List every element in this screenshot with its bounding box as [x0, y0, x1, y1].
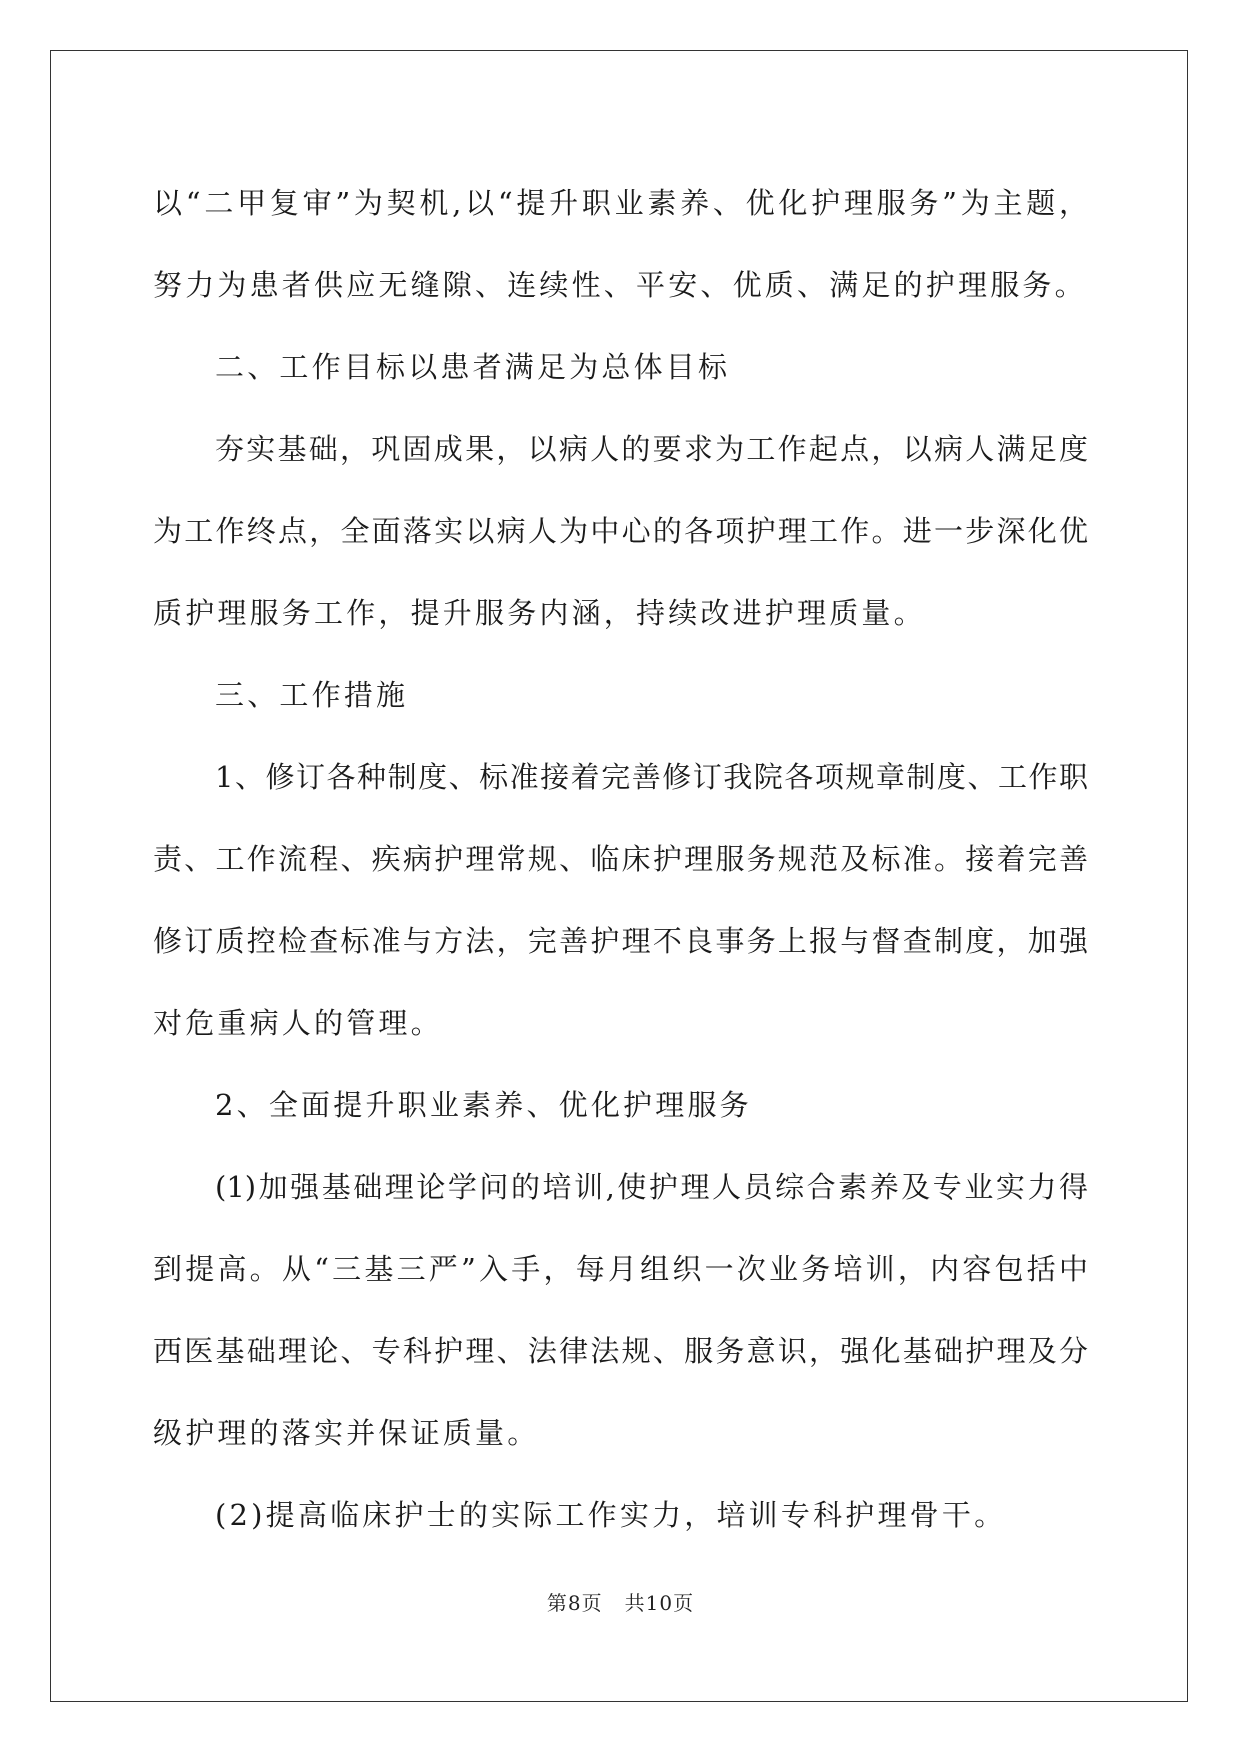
- paragraph-line: (2)提高临床护士的实际工作实力，培训专科护理骨干。: [215, 1498, 1007, 1532]
- paragraph-line: 到提高。从“三基三严”入手，每月组织一次业务培训，内容包括中: [153, 1252, 1088, 1286]
- paragraph-line: 努力为患者供应无缝隙、连续性、平安、优质、满足的护理服务。: [153, 268, 1087, 302]
- paragraph-line: 三、工作措施: [215, 678, 409, 712]
- paragraph-line: 以“二甲复审”为契机,以“提升职业素养、优化护理服务”为主题，: [153, 186, 1088, 220]
- paragraph-line: 西医基础理论、专科护理、法律法规、服务意识，强化基础护理及分: [153, 1334, 1088, 1368]
- page-footer: [0, 1587, 1241, 1616]
- paragraph-line: 质护理服务工作，提升服务内涵，持续改进护理质量。: [153, 596, 926, 630]
- paragraph-line: 为工作终点，全面落实以病人为中心的各项护理工作。进一步深化优: [153, 514, 1088, 548]
- paragraph-line: 对危重病人的管理。: [153, 1006, 443, 1040]
- paragraph-line: 夯实基础，巩固成果，以病人的要求为工作起点，以病人满足度: [215, 432, 1088, 466]
- paragraph-line: 级护理的落实并保证质量。: [153, 1416, 540, 1450]
- page-total: 共10页: [624, 1591, 695, 1615]
- paragraph-line: 二、工作目标以患者满足为总体目标: [215, 350, 731, 384]
- paragraph-line: 修订质控检查标准与方法，完善护理不良事务上报与督查制度，加强: [153, 924, 1088, 958]
- paragraph-line: 2、全面提升职业素养、优化护理服务: [215, 1088, 752, 1122]
- document-body: [153, 162, 1088, 1556]
- paragraph-line: 责、工作流程、疾病护理常规、临床护理服务规范及标准。接着完善: [153, 842, 1088, 876]
- paragraph-line: 1、修订各种制度、标准接着完善修订我院各项规章制度、工作职: [215, 760, 1088, 794]
- paragraph-line: (1)加强基础理论学问的培训,使护理人员综合素养及专业实力得: [215, 1170, 1088, 1204]
- page-number: 第8页: [546, 1591, 603, 1615]
